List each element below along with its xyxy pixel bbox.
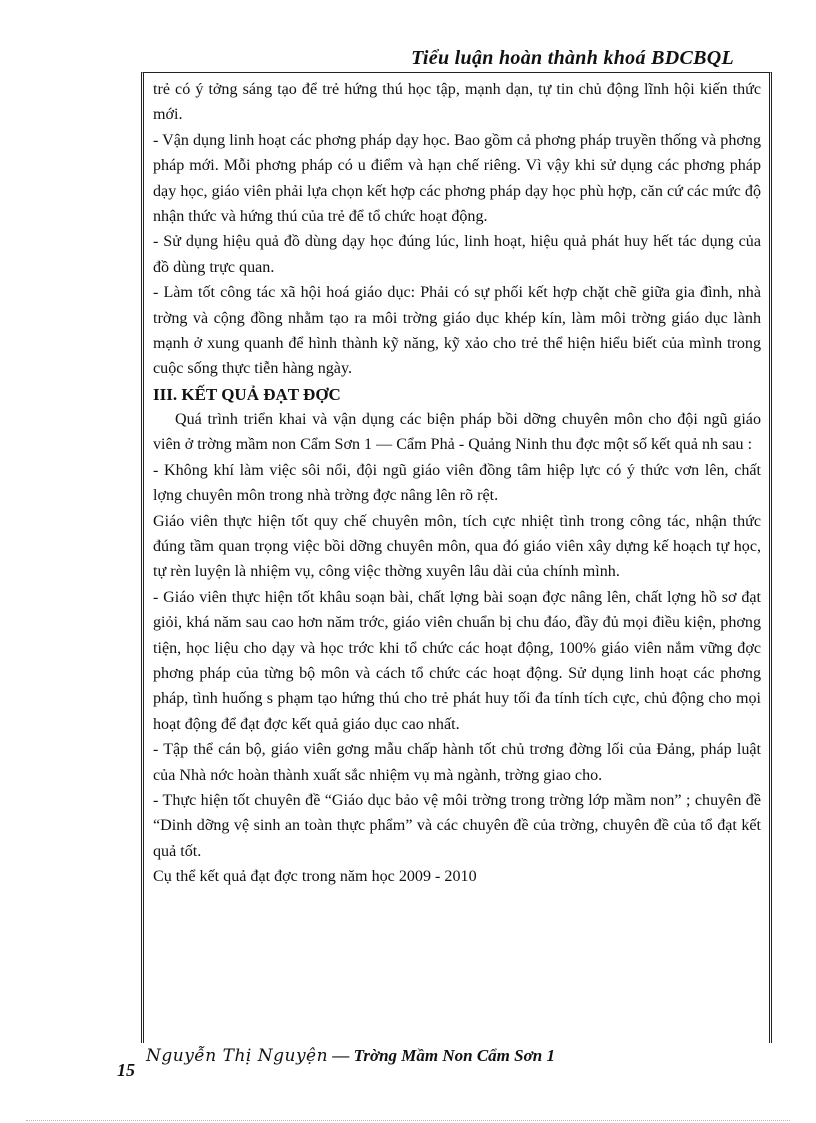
body-paragraph: trẻ có ý tởng sáng tạo để trẻ hứng thú học tập, mạnh dạn, tự tin chủ động lĩnh hội kiến thức mới. [153, 81, 761, 124]
page-number: 15 [117, 1060, 135, 1080]
body-paragraph: Quá trình triển khai và vận dụng các biện pháp bồi dỡng chuyên môn cho đội ngũ giáo viên ở trờng mầm non Cẩm Sơn 1 — Cẩm Phả - Quảng Ninh thu đợc một số kết quả nh sau : [153, 410, 761, 454]
body-paragraph: - Tập thể cán bộ, giáo viên gơng mẫu chấp hành tốt chủ trơng đờng lối của Đảng, pháp luật của Nhà nớc hoàn thành xuất sắc nhiệm vụ mà ngành, trờng giao cho. [153, 741, 761, 784]
section-heading: III. KẾT QUẢ ĐẠT ĐỢC [153, 384, 341, 404]
body-paragraph: - Vận dụng linh hoạt các phơng pháp dạy học. Bao gồm cả phơng pháp truyền thống và phơng pháp mới. Mỗi phơng pháp có u điểm và hạn chế riêng. Vì vậy khi sử dụng các phơng pháp dạy học, giáo viên phải lựa chọn kết hợp các phơng pháp dạy học phù hợp, căn cứ các mức độ nhận thức và hứng thú của trẻ để tổ chức hoạt động. [153, 131, 761, 226]
body-paragraph: - Thực hiện tốt chuyên đề “Giáo dục bảo vệ môi trờng trong trờng lớp mầm non” ; chuyên đề “Dinh dỡng vệ sinh an toàn thực phẩm” và các chuyên đề của trờng, chuyên đề của tổ đạt kết quả tốt. [153, 791, 761, 860]
page-header-title: Tiểu luận hoàn thành khoá BDCBQL [411, 47, 734, 69]
body-paragraph: - Giáo viên thực hiện tốt khâu soạn bài, chất lợng bài soạn đợc nâng lên, chất lợng hồ sơ đạt giỏi, khá năm sau cao hơn năm trớc, giáo viên chuẩn bị chu đáo, đầy đủ mọi điều kiện, phơng tiện, học liệu cho dạy và học trớc khi tổ chức các hoạt động, 100% giáo viên nắm vững đợc phơng pháp của từng bộ môn và cách tổ chức các hoạt động. Sử dụng linh hoạt các phơng pháp, tình huống s phạm tạo hứng thú cho trẻ phát huy tối đa tính tích cực, chủ động cho mọi hoạt động để đạt đợc kết quả giáo dục cao nhất. [153, 588, 761, 733]
page-frame [141, 72, 772, 1043]
body-paragraph: - Làm tốt công tác xã hội hoá giáo dục: Phải có sự phối kết hợp chặt chẽ giữa gia đình, nhà trờng và cộng đồng nhằm tạo ra môi trờng giáo dục khép kín, làm môi trờng giáo dục lành mạnh ở xung quanh để hình thành kỹ năng, kỹ xảo cho trẻ thể hiện hiểu biết của mình trong cuộc sống thực tiễn hàng ngày. [153, 284, 761, 378]
body-paragraph: Cụ thể kết quả đạt đợc trong năm học 2009 - 2010 [153, 868, 477, 886]
body-paragraph: - Sử dụng hiệu quả đồ dùng dạy học đúng lúc, linh hoạt, hiệu quả phát huy hết tác dụng của đồ dùng trực quan. [153, 233, 761, 276]
body-content [153, 77, 761, 890]
footer-author-line [146, 1046, 555, 1066]
footer-author-name: Nguyễn Thị Nguyện [146, 1046, 329, 1066]
footer-school-name: — Trờng Mầm Non Cẩm Sơn 1 [328, 1046, 555, 1065]
body-paragraph: Giáo viên thực hiện tốt quy chế chuyên môn, tích cực nhiệt tình trong công tác, nhận thức đúng tầm quan trọng việc bồi dỡng chuyên môn, qua đó giáo viên xây dựng kế hoạch tự học, tự rèn luyện là nhiệm vụ, công việc thờng xuyên lâu dài của chính mình. [153, 512, 761, 581]
page-bottom-divider [26, 1120, 790, 1121]
body-paragraph: - Không khí làm việc sôi nổi, đội ngũ giáo viên đồng tâm hiệp lực có ý thức vơn lên, chất lợng chuyên môn trong nhà trờng đợc nâng lên rõ rệt. [153, 461, 761, 505]
